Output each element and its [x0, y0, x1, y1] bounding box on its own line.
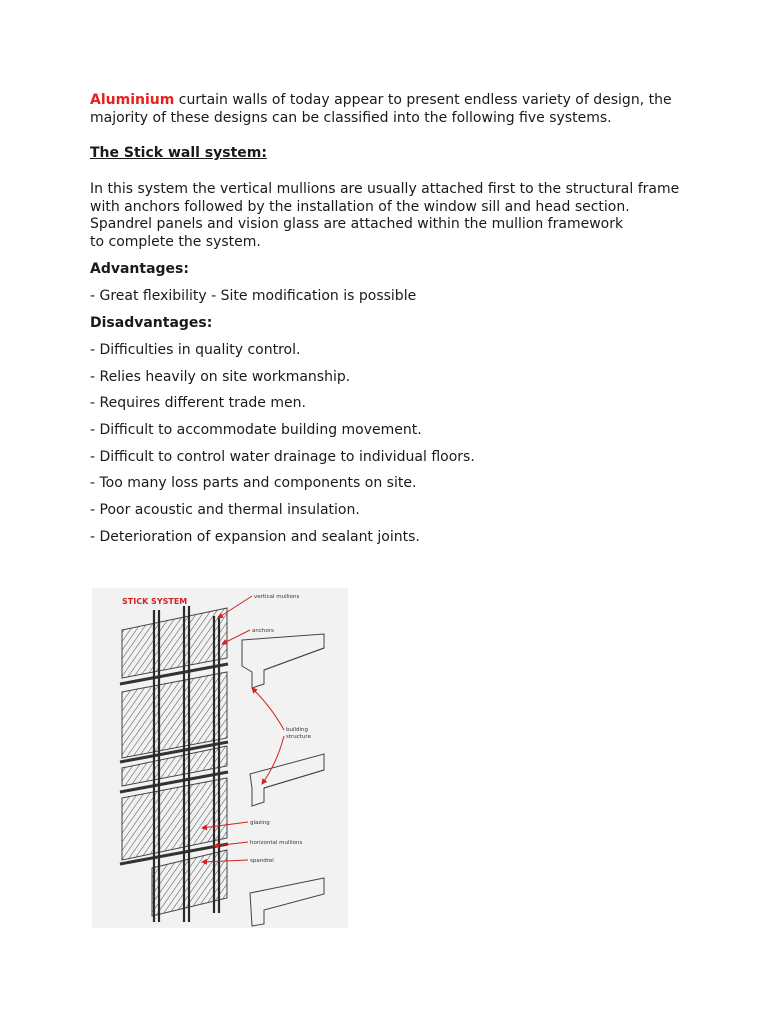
disadvantage-item: - Too many loss parts and components on site. — [90, 475, 417, 492]
label-vertical-mullions: vertical mullions — [254, 594, 300, 600]
body-line: with anchors followed by the installation of the window sill and head section. — [90, 198, 630, 215]
label-building: building — [286, 727, 309, 733]
label-horizontal-mullions: horizontal mullions — [250, 840, 303, 846]
intro-paragraph — [90, 92, 710, 127]
disadvantage-item: - Requires different trade men. — [90, 395, 306, 412]
body-line: to complete the system. — [90, 233, 261, 250]
disadvantage-item: - Poor acoustic and thermal insulation. — [90, 502, 360, 519]
advantage-item: - Great flexibility - Site modification is possible — [90, 288, 417, 304]
glazing-panels — [122, 608, 227, 916]
intro-text: curtain walls of today appear to present endless variety of design, the majority of these designs can be classified into the following five systems. — [90, 92, 672, 126]
advantages-heading: Advantages: — [90, 261, 189, 277]
disadvantage-item: - Difficult to accommodate building movement. — [90, 422, 422, 439]
diagram-title: STICK SYSTEM — [122, 597, 188, 606]
body-line: Spandrel panels and vision glass are attached within the mullion framework — [90, 216, 624, 233]
body-line: In this system the vertical mullions are usually attached first to the structural frame — [90, 181, 680, 197]
disadvantages-heading: Disadvantages: — [90, 315, 213, 331]
section-title: The Stick wall system: — [90, 145, 267, 161]
disadvantages-list — [90, 342, 475, 556]
disadvantage-item: - Difficulties in quality control. — [90, 342, 301, 358]
disadvantage-item: - Deterioration of expansion and sealant joints. — [90, 528, 420, 545]
label-spandrel: spandrel — [250, 858, 274, 864]
label-glazing: glazing — [250, 820, 270, 826]
label-structure: structure — [286, 734, 311, 740]
stick-system-diagram — [92, 588, 348, 928]
building-slabs — [242, 634, 324, 926]
aluminium-highlight: Aluminium — [90, 92, 175, 108]
disadvantage-item: - Relies heavily on site workmanship. — [90, 368, 351, 385]
diagram-svg — [92, 588, 348, 928]
body-paragraph — [90, 181, 710, 251]
label-anchors: anchors — [252, 628, 274, 634]
disadvantage-item: - Difficult to control water drainage to individual floors. — [90, 448, 475, 465]
